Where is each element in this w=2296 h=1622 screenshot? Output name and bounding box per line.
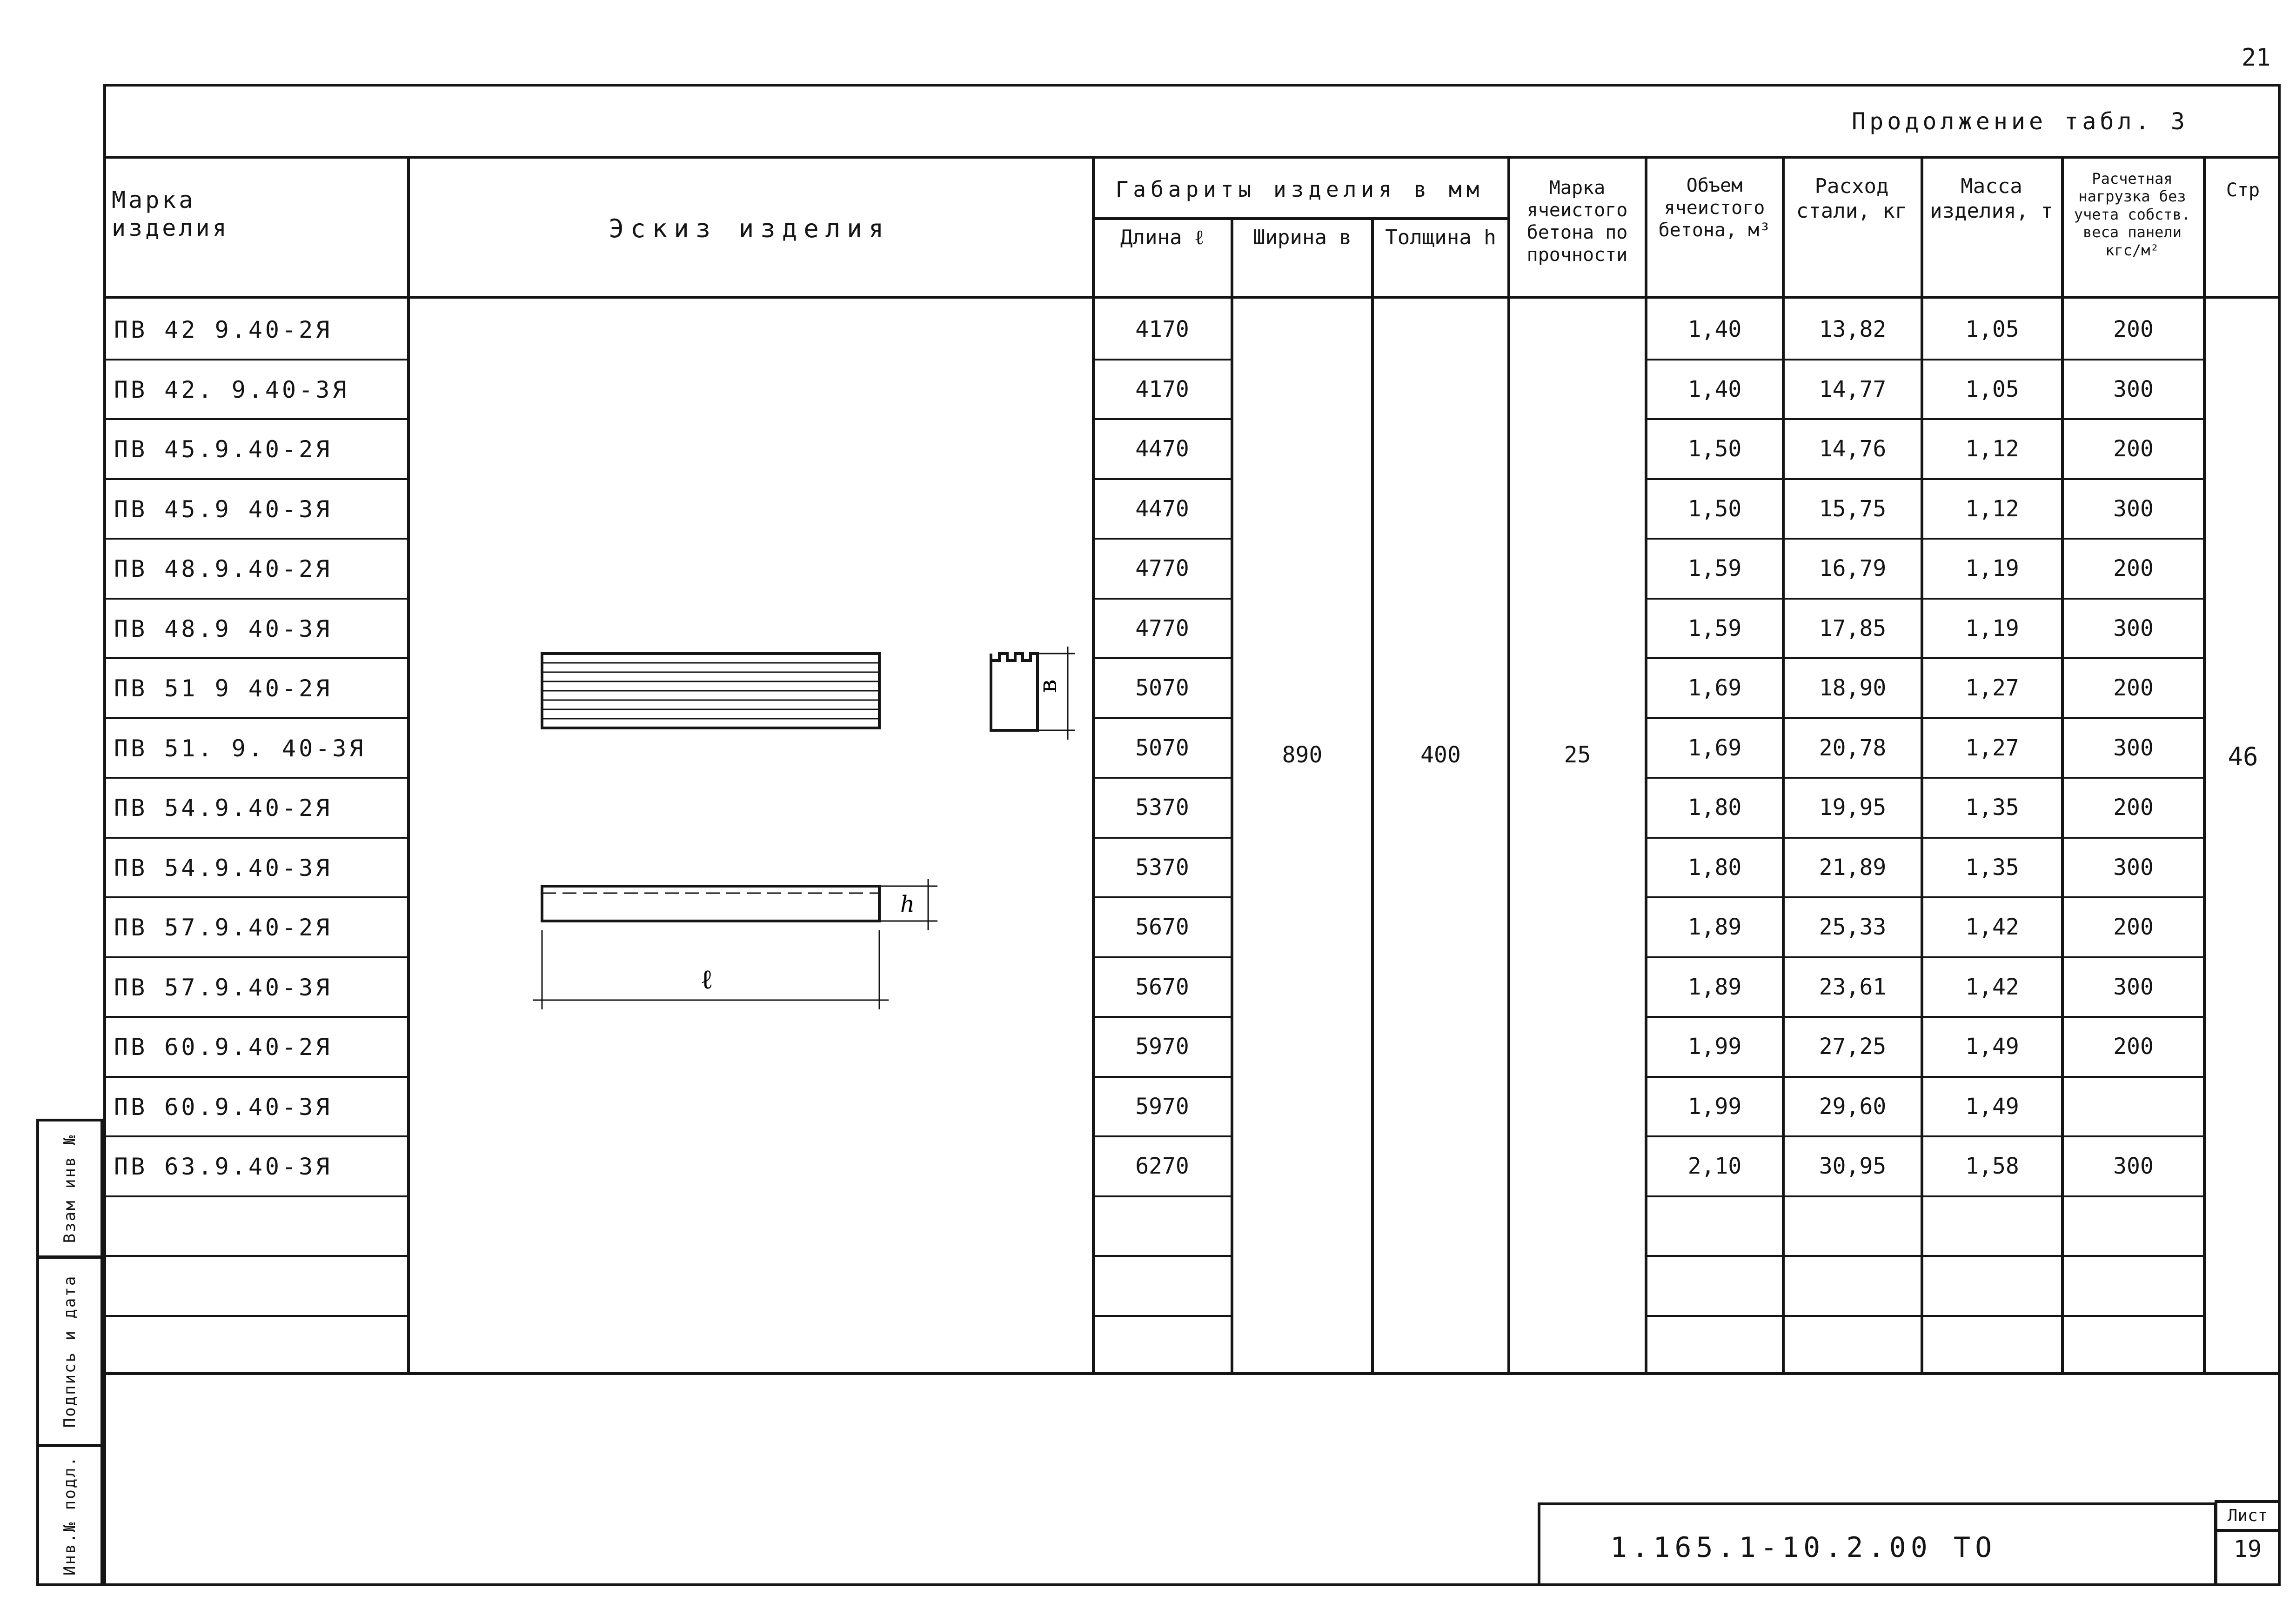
row-length: 5670 <box>1135 974 1189 1000</box>
row-steel: 18,90 <box>1819 675 1887 701</box>
row-mass: 1,12 <box>1965 436 2019 462</box>
row-steel: 17,85 <box>1819 615 1887 641</box>
row-length: 5070 <box>1135 675 1189 701</box>
row-mass: 1,42 <box>1965 974 2019 1000</box>
row-mass: 1,12 <box>1965 495 2019 522</box>
row-length: 5070 <box>1135 734 1189 761</box>
sheet-label: Лист <box>2217 1503 2278 1532</box>
header-mark: Марка изделия <box>112 187 229 241</box>
row-length: 5370 <box>1135 794 1189 821</box>
row-volume: 1,50 <box>1687 436 1742 462</box>
row-mass: 1,19 <box>1965 555 2019 581</box>
row-load: 200 <box>2113 794 2154 821</box>
row-length: 4770 <box>1135 555 1189 581</box>
merged-page: 46 <box>2228 742 2258 771</box>
row-length: 5370 <box>1135 854 1189 881</box>
header-width: Ширина в <box>1253 226 1352 249</box>
row-mark: ПВ 60.9.40-2Я <box>114 1034 333 1061</box>
header-thickness: Толщина h <box>1385 226 1496 249</box>
row-load: 300 <box>2113 1153 2154 1179</box>
title-block <box>1538 1502 2217 1586</box>
header-mass: Масса изделия, т <box>1930 174 2053 223</box>
row-mark: ПВ 63.9.40-3Я <box>114 1153 333 1180</box>
sketch-width-label: в <box>1034 679 1062 693</box>
row-mass: 1,27 <box>1965 675 2019 701</box>
row-steel: 21,89 <box>1819 854 1887 881</box>
row-load: 200 <box>2113 555 2154 581</box>
row-mass: 1,58 <box>1965 1153 2019 1179</box>
row-mark: ПВ 51. 9. 40-3Я <box>114 734 366 762</box>
row-mass: 1,35 <box>1965 854 2019 881</box>
header-load: Расчетная нагрузка без учета собств. веса панели кгс/м² <box>2074 170 2191 259</box>
row-steel: 30,95 <box>1819 1153 1887 1179</box>
document-code: 1.165.1-10.2.00 ТО <box>1610 1531 1997 1564</box>
row-steel: 23,61 <box>1819 974 1887 1000</box>
row-volume: 1,59 <box>1687 555 1742 581</box>
row-volume: 1,40 <box>1687 376 1742 402</box>
row-load: 300 <box>2113 495 2154 522</box>
row-mark: ПВ 51 9 40-2Я <box>114 675 333 702</box>
header-volume: Объем ячеистого бетона, м³ <box>1658 175 1771 241</box>
side-box-signature-date: Подпись и дата <box>36 1256 103 1447</box>
row-steel: 27,25 <box>1819 1034 1887 1060</box>
side-box-inventory-swap: Взам инв № <box>36 1119 103 1258</box>
row-mark: ПВ 54.9.40-3Я <box>114 854 333 881</box>
row-length: 5670 <box>1135 914 1189 940</box>
row-volume: 1,80 <box>1687 854 1742 881</box>
header-sketch: Эскиз изделия <box>609 214 890 243</box>
row-load: 300 <box>2113 376 2154 402</box>
row-length: 4170 <box>1135 376 1189 402</box>
merged-concrete-grade: 25 <box>1564 742 1591 768</box>
row-load: 300 <box>2113 974 2154 1000</box>
row-load: 200 <box>2113 914 2154 940</box>
row-load: 200 <box>2113 1034 2154 1060</box>
row-steel: 13,82 <box>1819 316 1887 342</box>
row-length: 5970 <box>1135 1093 1189 1120</box>
row-length: 5970 <box>1135 1034 1189 1060</box>
row-mass: 1,49 <box>1965 1093 2019 1120</box>
row-volume: 1,69 <box>1687 734 1742 761</box>
row-length: 4170 <box>1135 316 1189 342</box>
row-mark: ПВ 42 9.40-2Я <box>114 316 333 343</box>
row-load: 300 <box>2113 854 2154 881</box>
sheet-box <box>2215 1500 2281 1586</box>
row-mark: ПВ 48.9.40-2Я <box>114 555 333 582</box>
row-volume: 1,99 <box>1687 1093 1742 1120</box>
header-page: Стр <box>2226 180 2260 201</box>
row-mark: ПВ 60.9.40-3Я <box>114 1093 333 1121</box>
table-continuation-title: Продолжение табл. 3 <box>1852 108 2189 135</box>
merged-width: 890 <box>1282 742 1323 768</box>
row-volume: 1,99 <box>1687 1034 1742 1060</box>
page-number: 21 <box>2242 44 2271 72</box>
row-length: 4470 <box>1135 495 1189 522</box>
row-volume: 1,69 <box>1687 675 1742 701</box>
row-load: 300 <box>2113 734 2154 761</box>
row-volume: 1,89 <box>1687 914 1742 940</box>
row-volume: 2,10 <box>1687 1153 1742 1179</box>
row-length: 6270 <box>1135 1153 1189 1179</box>
sheet-number: 19 <box>2233 1535 2262 1562</box>
header-dimensions: Габариты изделия в мм <box>1115 177 1484 202</box>
merged-thickness: 400 <box>1420 742 1461 768</box>
row-mark: ПВ 42. 9.40-3Я <box>114 376 349 403</box>
row-load: 200 <box>2113 675 2154 701</box>
row-steel: 20,78 <box>1819 734 1887 761</box>
row-mark: ПВ 57.9.40-2Я <box>114 914 333 941</box>
row-volume: 1,40 <box>1687 316 1742 342</box>
sketch-thickness-label: h <box>900 891 915 917</box>
row-volume: 1,89 <box>1687 974 1742 1000</box>
row-steel: 14,76 <box>1819 436 1887 462</box>
row-mark: ПВ 45.9 40-3Я <box>114 495 333 523</box>
row-mark: ПВ 48.9 40-3Я <box>114 615 333 642</box>
row-mark: ПВ 57.9.40-3Я <box>114 974 333 1001</box>
row-mass: 1,35 <box>1965 794 2019 821</box>
row-steel: 14,77 <box>1819 376 1887 402</box>
row-mark: ПВ 54.9.40-2Я <box>114 794 333 821</box>
row-steel: 29,60 <box>1819 1093 1887 1120</box>
row-length: 4770 <box>1135 615 1189 641</box>
row-load: 200 <box>2113 316 2154 342</box>
row-steel: 25,33 <box>1819 914 1887 940</box>
row-mass: 1,42 <box>1965 914 2019 940</box>
row-steel: 16,79 <box>1819 555 1887 581</box>
row-steel: 15,75 <box>1819 495 1887 522</box>
row-mass: 1,05 <box>1965 376 2019 402</box>
row-load: 300 <box>2113 615 2154 641</box>
header-steel: Расход стали, кг <box>1796 174 1908 223</box>
header-length: Длина ℓ <box>1120 226 1205 249</box>
row-steel: 19,95 <box>1819 794 1887 821</box>
row-mass: 1,49 <box>1965 1034 2019 1060</box>
row-mass: 1,05 <box>1965 316 2019 342</box>
row-mass: 1,19 <box>1965 615 2019 641</box>
row-mark: ПВ 45.9.40-2Я <box>114 436 333 463</box>
row-volume: 1,80 <box>1687 794 1742 821</box>
header-concrete-grade: Марка ячеистого бетона по прочности <box>1526 177 1628 266</box>
side-box-original-inventory: Инв.№ подл. <box>36 1444 103 1586</box>
row-volume: 1,59 <box>1687 615 1742 641</box>
row-volume: 1,50 <box>1687 495 1742 522</box>
sketch-length-label: ℓ <box>700 963 713 995</box>
row-mass: 1,27 <box>1965 734 2019 761</box>
row-load: 200 <box>2113 436 2154 462</box>
row-length: 4470 <box>1135 436 1189 462</box>
